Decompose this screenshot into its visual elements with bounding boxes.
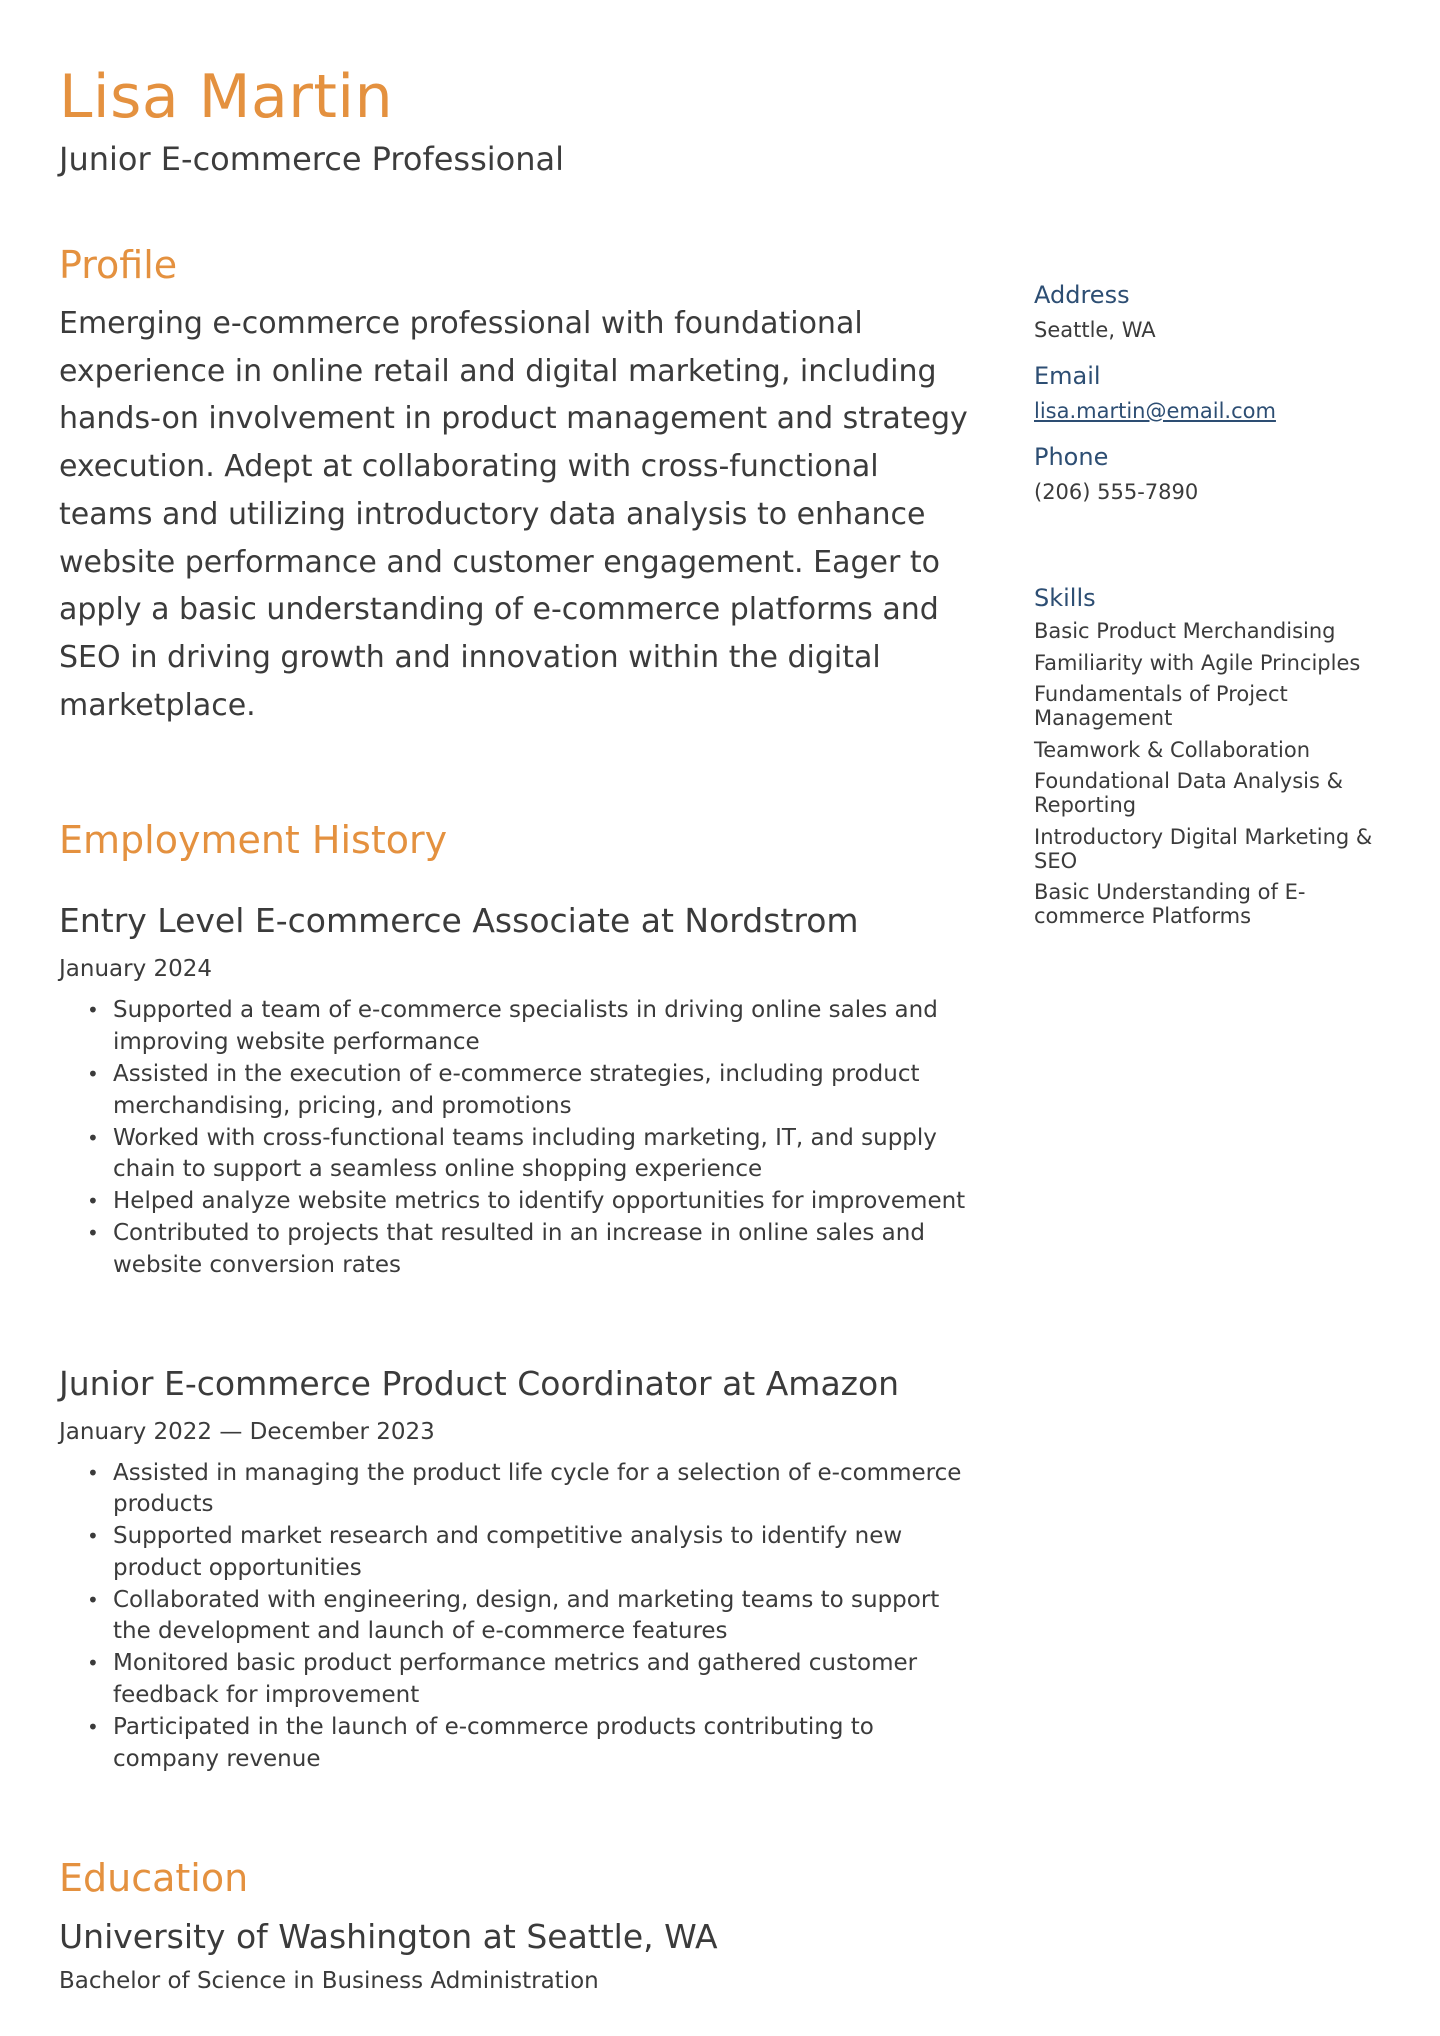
job-entry [59, 899, 979, 1281]
bullet-icon: • [87, 998, 99, 1023]
bullet-icon: • [87, 1220, 99, 1245]
employment-heading: Employment History [59, 818, 448, 863]
skill-item: Introductory Digital Marketing & SEO [1034, 824, 1373, 873]
skill-item: Basic Product Merchandising [1034, 619, 1336, 643]
job-bullet-text: Collaborated with engineering, design, and marketing teams to support the development and launch of e-commerce features [113, 1586, 940, 1645]
job-bullet-text: Supported a team of e-commerce specialists in driving online sales and improving website performance [113, 997, 938, 1056]
job-bullet [59, 1585, 979, 1649]
bullet-icon: • [87, 1524, 99, 1549]
skills-block [1034, 581, 1374, 928]
job-bullet [59, 995, 979, 1059]
job-bullet-text: Participated in the launch of e-commerce products contributing to company revenue [113, 1713, 874, 1772]
email-label: Email [1034, 362, 1101, 390]
details-sidebar [1034, 278, 1374, 936]
address-value: Seattle, WA [1034, 318, 1156, 342]
job-dates: January 2024 [59, 956, 213, 983]
job-bullet-text: Supported market research and competitive analysis to identify new product opportunities [113, 1523, 903, 1581]
resume-header [59, 60, 959, 180]
email-value [1034, 396, 1374, 426]
skills-list [1034, 619, 1374, 928]
job-bullet [59, 1123, 979, 1187]
job-bullet [59, 1458, 979, 1522]
phone-value: (206) 555-7890 [1034, 480, 1199, 504]
bullet-icon: • [87, 1651, 99, 1676]
skill-item: Familiarity with Agile Principles [1034, 650, 1361, 675]
phone-block [1034, 440, 1374, 507]
education-section [59, 1853, 979, 1997]
job-bullet [59, 1218, 979, 1282]
profile-section [59, 240, 979, 729]
employment-section [59, 815, 979, 1775]
candidate-title: Junior E-commerce Professional [59, 140, 564, 178]
job-entry [59, 1362, 979, 1776]
skill-item: Teamwork & Collaboration [1034, 737, 1311, 762]
job-bullets [59, 995, 979, 1281]
skill-item: Foundational Data Analysis & Reporting [1034, 769, 1343, 817]
address-block [1034, 278, 1374, 345]
job-bullet-text: Contributed to projects that resulted in an increase in online sales and website conversion rates [113, 1219, 925, 1278]
bullet-icon: • [87, 1460, 99, 1485]
job-bullet-text: Assisted in the execution of e-commerce strategies, including product merchandising, pricing, and promotions [113, 1060, 920, 1119]
email-block [1034, 359, 1374, 426]
bullet-icon: • [87, 1125, 99, 1150]
job-bullet-text: Monitored basic product performance metrics and gathered customer feedback for improvement [113, 1650, 918, 1709]
candidate-name: Lisa Martin [59, 62, 394, 132]
phone-label: Phone [1034, 443, 1109, 471]
main-column [59, 240, 979, 1997]
bullet-icon: • [87, 1587, 99, 1612]
skills-label: Skills [1034, 584, 1096, 612]
education-heading: Education [59, 1856, 249, 1901]
address-label: Address [1034, 281, 1130, 309]
job-title: Entry Level E-commerce Associate at Nordstrom [59, 901, 859, 941]
job-bullet [59, 1712, 979, 1776]
skill-item: Fundamentals of Project Management [1034, 682, 1288, 730]
bullet-icon: • [87, 1189, 99, 1214]
email-link[interactable]: lisa.martin@email.com [1034, 399, 1276, 423]
education-degree: Bachelor of Science in Business Administration [59, 1968, 599, 1995]
job-title: Junior E-commerce Product Coordinator at Amazon [59, 1363, 900, 1403]
job-bullet [59, 1521, 979, 1585]
profile-heading: Profile [59, 243, 178, 287]
job-bullet-text: Worked with cross-functional teams including marketing, IT, and supply chain to support a seamless online shopping experience [113, 1124, 937, 1183]
job-dates: January 2022 — December 2023 [59, 1418, 435, 1445]
bullet-icon: • [87, 1714, 99, 1739]
job-bullets [59, 1458, 979, 1776]
job-bullet-text: Helped analyze website metrics to identify opportunities for improvement [113, 1188, 966, 1215]
profile-summary: Emerging e-commerce professional with foundational experience in online retail and digital marketing, including hands-on involvement in product management and strategy execution. Adept at collaborating with cross-functional teams and utilizing introductory data analysis to enhance website performance and customer engagement. Eager to apply a basic understanding of e-commerce platforms and SEO in driving growth and innovation within the digital marketplace. [59, 306, 968, 723]
education-school: University of Washington at Seattle, WA [59, 1917, 718, 1957]
job-bullet [59, 1186, 979, 1218]
job-bullet [59, 1059, 979, 1123]
job-bullet-text: Assisted in managing the product life cycle for a selection of e-commerce products [113, 1459, 962, 1518]
bullet-icon: • [87, 1061, 99, 1086]
job-bullet [59, 1648, 979, 1712]
skill-item: Basic Understanding of E-commerce Platforms [1034, 880, 1306, 928]
